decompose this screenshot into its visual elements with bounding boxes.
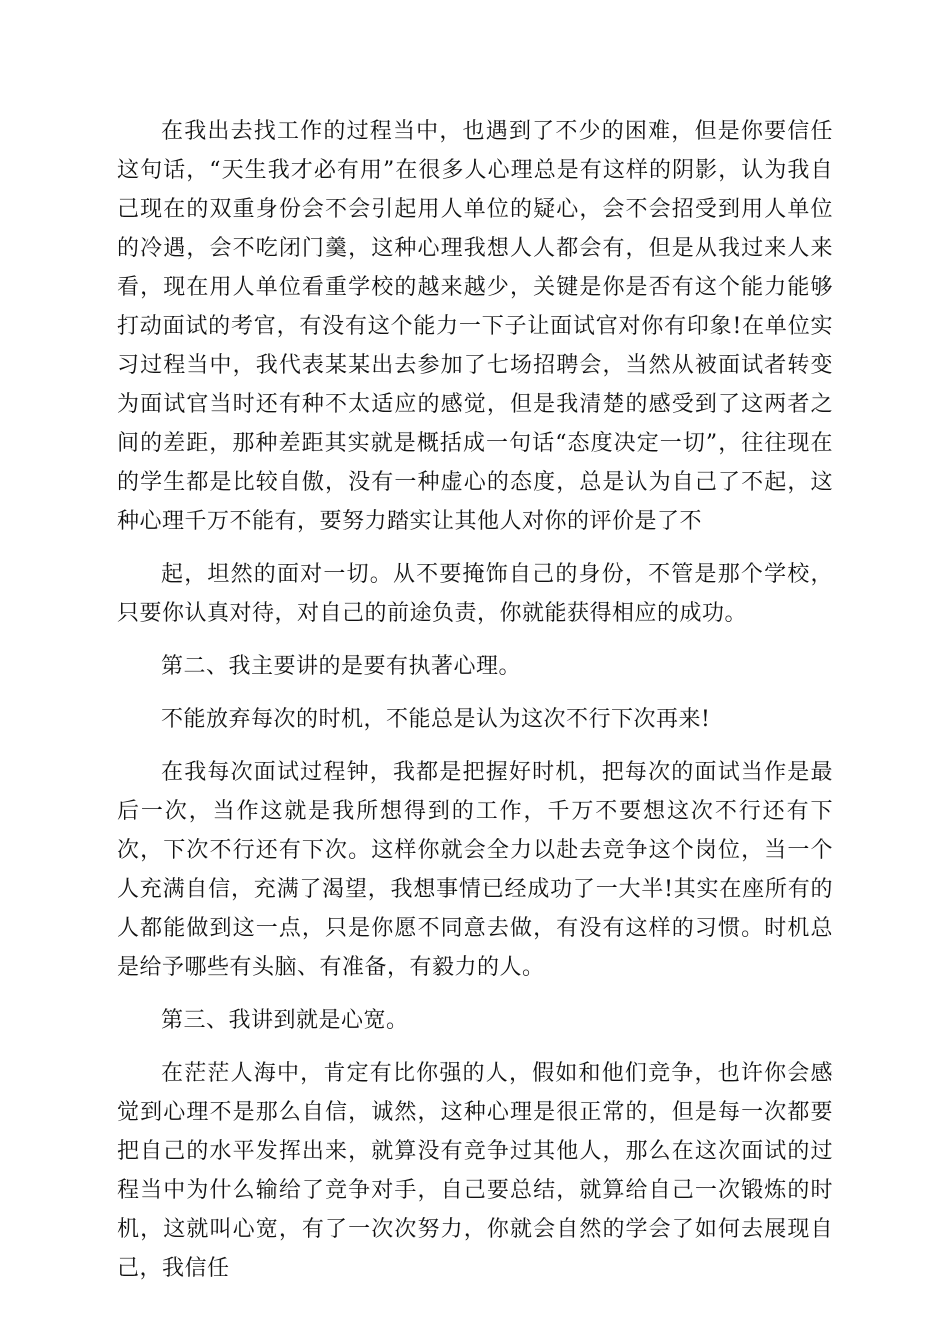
paragraph-heading-second-point: 第二、我主要讲的是要有执著心理。 <box>161 654 522 679</box>
paragraph-seize-opportunity: 在我每次面试过程钟，我都是把握好时机，把每次的面试当作是最后一次，当作这就是我所想得到的工作，千万不要想这次不行还有下次，下次不行还有下次。这样你就会全力以赴去竞争这个岗位，当一个人充满自信，充满了渴望，我想事情已经成功了一大半!其实在座所有的人都能做到这一点，只是你愿不同意去做，有没有这样的习惯。时机总是给予哪些有头脑、有准备，有毅力的人。 <box>117 760 833 980</box>
paragraph-do-not-give-up: 不能放弃每次的时机，不能总是认为这次不行下次再来! <box>161 707 711 732</box>
paragraph-broad-mindedness: 在茫茫人海中，肯定有比你强的人，假如和他们竞争，也许你会感觉到心理不是那么自信，诚然，这种心理是很正常的，但是每一次都要把自己的水平发挥出来，就算没有竞争过其他人，那么在这次面试的过程当中为什么输给了竞争对手，自己要总结，就算给自己一次锻炼的时机，这就叫心宽，有了一次次努力，你就会自然的学会了如何去展现自己，我信任 <box>117 1061 833 1281</box>
paragraph-job-search-difficulties: 在我出去找工作的过程当中，也遇到了不少的困难，但是你要信任这句话，“天生我才必有用”在很多人心理总是有这样的阴影，认为我自己现在的双重身份会不会引起用人单位的疑心，会不会招受到用人单位的冷遇，会不吃闭门羹，这种心理我想人人都会有，但是从我过来人来看，现在用人单位看重学校的越来越少，关键是你是否有这个能力能够打动面试的考官，有没有这个能力一下子让面试官对你有印象!在单位实习过程当中，我代表某某出去参加了七场招聘会，当然从被面试者转变为面试官当时还有种不太适应的感觉，但是我清楚的感受到了这两者之间的差距，那种差距其实就是概括成一句话“态度决定一切”，往往现在的学生都是比较自傲，没有一种虚心的态度，总是认为自己了不起，这种心理千万不能有，要努力踏实让其他人对你的评价是了不 <box>117 119 833 534</box>
document-body <box>117 112 833 1288</box>
paragraph-face-everything: 起，坦然的面对一切。从不要掩饰自己的身份，不管是那个学校，只要你认真对待，对自己的前途负责，你就能获得相应的成功。 <box>117 562 833 626</box>
paragraph-heading-third-point: 第三、我讲到就是心宽。 <box>161 1008 409 1033</box>
